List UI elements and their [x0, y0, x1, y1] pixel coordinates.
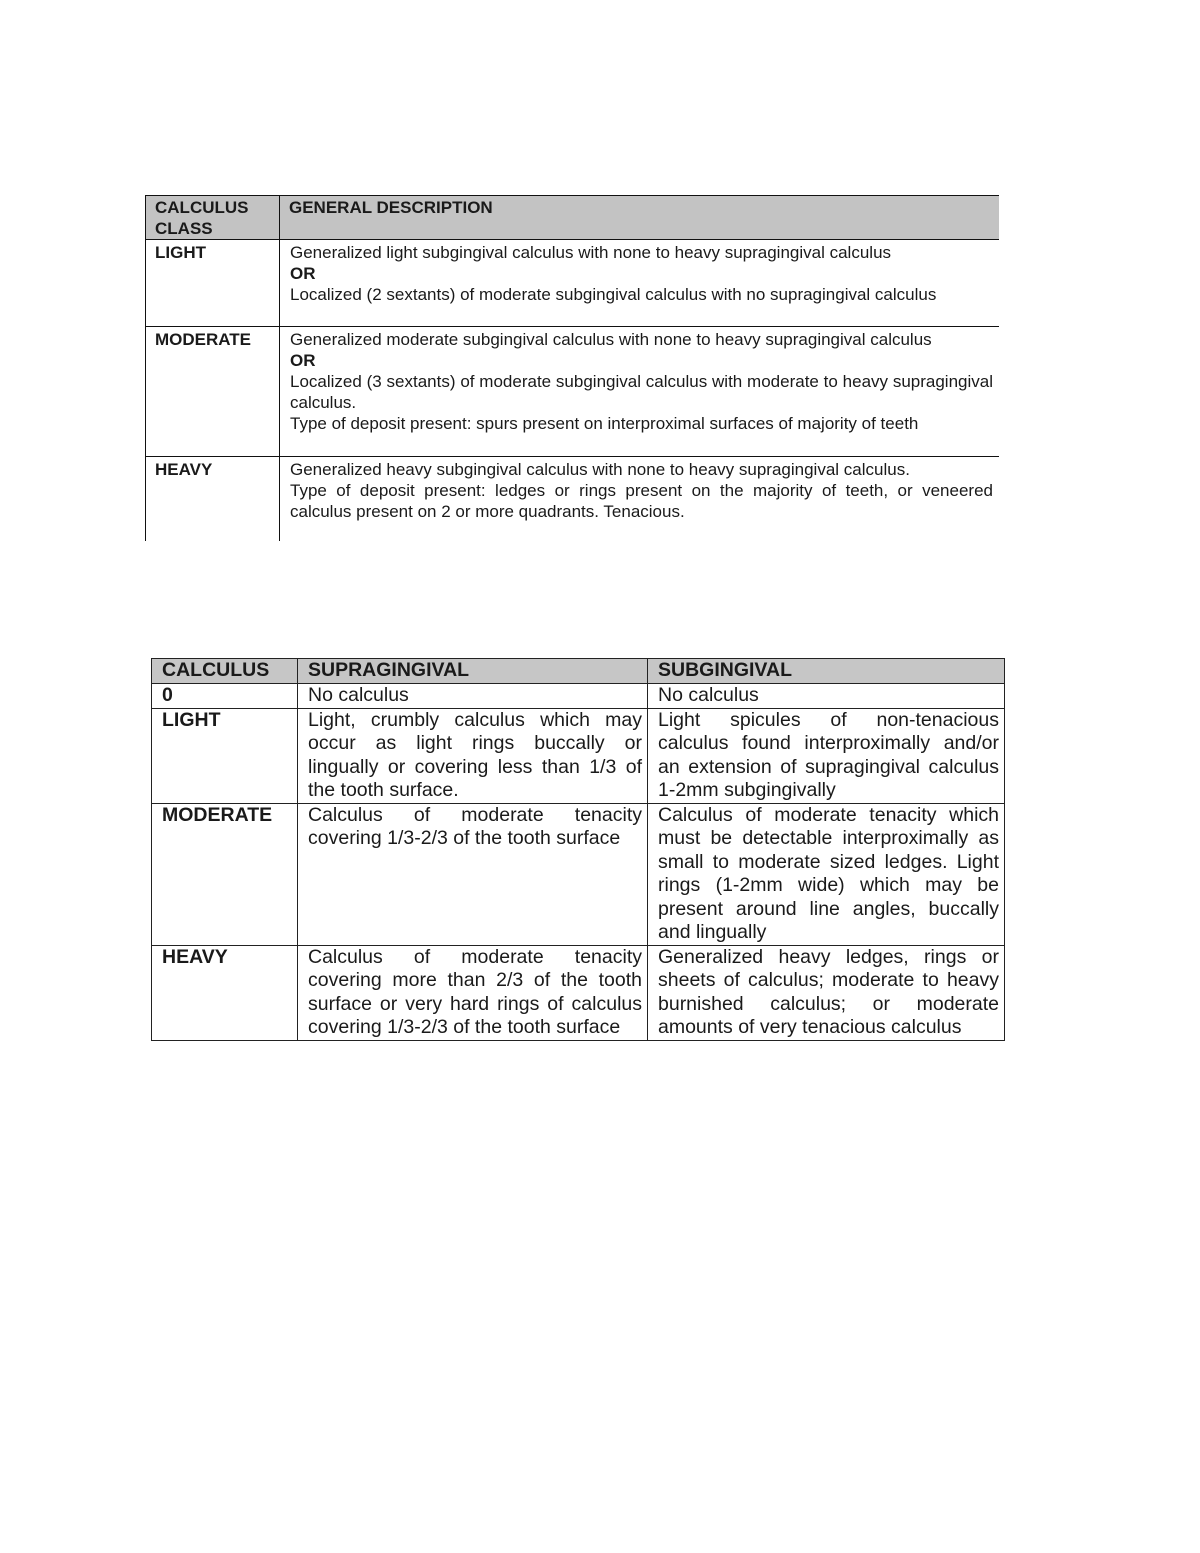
class-label: 0 — [152, 684, 298, 709]
table-row — [152, 708, 1005, 803]
class-label: LIGHT — [152, 708, 298, 803]
supragingival-cell: Calculus of moderate tenacity covering 1/3-2/3 of the tooth surface — [298, 803, 648, 945]
class-label: MODERATE — [146, 327, 280, 457]
subgingival-cell: Generalized heavy ledges, rings or sheets of calculus; moderate to heavy burnished calculus; or moderate amounts of very tenacious calculus — [648, 945, 1005, 1040]
column-header-calculus: CALCULUS — [152, 659, 298, 684]
column-header-general-description: GENERAL DESCRIPTION — [280, 196, 1000, 240]
description-line: Localized (3 sextants) of moderate subgingival calculus with moderate to heavy supragingival calculus. — [290, 372, 993, 412]
table-header-row — [146, 196, 1000, 240]
column-header-subgingival: SUBGINGIVAL — [648, 659, 1005, 684]
subgingival-cell: No calculus — [648, 684, 1005, 709]
supragingival-cell: Calculus of moderate tenacity covering more than 2/3 of the tooth surface or very hard rings of calculus covering 1/3-2/3 of the tooth surface — [298, 945, 648, 1040]
description-line: Generalized light subgingival calculus with none to heavy supragingival calculus — [290, 243, 892, 262]
description-line: Localized (2 sextants) of moderate subgingival calculus with no supragingival calculus — [290, 285, 937, 304]
table-header-row — [152, 659, 1005, 684]
description-line: Generalized heavy subgingival calculus with none to heavy supragingival calculus. — [290, 460, 910, 479]
description-cell — [280, 327, 1000, 457]
column-header-supragingival: SUPRAGINGIVAL — [298, 659, 648, 684]
column-header-calculus-class: CALCULUS CLASS — [146, 196, 280, 240]
description-line: Generalized moderate subgingival calculus with none to heavy supragingival calculus — [290, 330, 932, 349]
or-label: OR — [290, 264, 316, 283]
subgingival-cell: Calculus of moderate tenacity which must be detectable interproximally as small to moderate sized ledges. Light rings (1-2mm wide) which may be present around line angles, buccally and lingually — [648, 803, 1005, 945]
table-row — [146, 457, 1000, 542]
table-row — [152, 945, 1005, 1040]
table-row — [146, 240, 1000, 327]
table-row — [146, 327, 1000, 457]
calculus-supra-subgingival-table — [151, 658, 1005, 1041]
description-line: Type of deposit present: ledges or rings present on the majority of teeth, or veneered calculus present on 2 or more quadrants. Tenacious. — [290, 481, 993, 521]
class-label: MODERATE — [152, 803, 298, 945]
calculus-class-description-table — [145, 195, 999, 541]
table-row — [152, 803, 1005, 945]
description-cell — [280, 240, 1000, 327]
or-label: OR — [290, 351, 316, 370]
class-label: LIGHT — [146, 240, 280, 327]
description-line: Type of deposit present: spurs present on interproximal surfaces of majority of teeth — [290, 414, 919, 433]
supragingival-cell: Light, crumbly calculus which may occur as light rings buccally or lingually or covering less than 1/3 of the tooth surface. — [298, 708, 648, 803]
supragingival-cell: No calculus — [298, 684, 648, 709]
class-label: HEAVY — [152, 945, 298, 1040]
class-label: HEAVY — [146, 457, 280, 542]
table-row — [152, 684, 1005, 709]
description-cell — [280, 457, 1000, 542]
subgingival-cell: Light spicules of non-tenacious calculus found interproximally and/or an extension of supragingival calculus 1-2mm subgingivally — [648, 708, 1005, 803]
